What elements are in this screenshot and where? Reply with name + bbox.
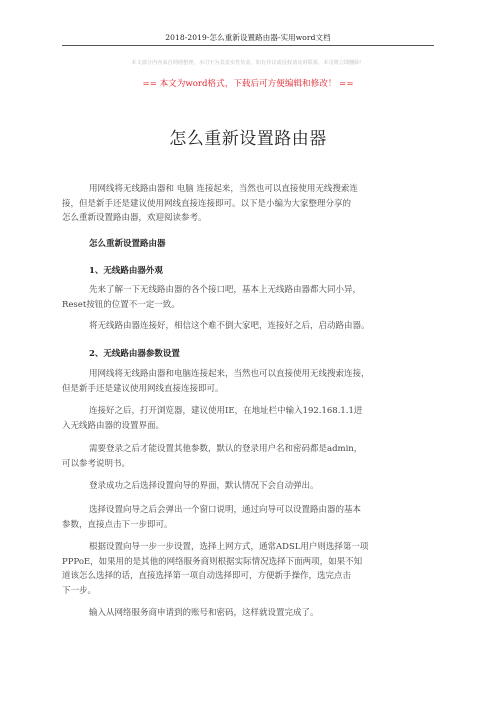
paragraph <box>62 606 436 621</box>
paragraph-line: Reset按钮的位置不一定一致。 <box>62 299 180 310</box>
paragraph <box>62 283 436 312</box>
disclaimer-text: 本文部分内容来自网络整理，本司不为其真实性负责，如有异议或侵权请及时联系，本司将立即删除！ <box>131 60 365 66</box>
paragraph <box>62 319 436 334</box>
paragraph-line: 但是新手还是建议使用网线直接连接即可。 <box>62 383 224 394</box>
word-format-notice: == 本文为word格式，下载后可方便编辑和修改！ == <box>142 79 354 89</box>
paragraph-line: 输入从网络服务商申请到的账号和密码，这样就设置完成了。 <box>89 608 319 618</box>
paragraph-line: PPPoE，如果用的是其他的网络服务商则根据实际情况选择下面两项，如果不知 <box>62 556 363 567</box>
section-heading: 怎么重新设置路由器 <box>89 239 166 249</box>
paragraph-line: 将无线路由器连接好，相信这个难不倒大家吧，连接好之后，启动路由器。 <box>89 321 370 331</box>
paragraph <box>62 404 436 433</box>
paragraph-line: 可以参考说明书。 <box>62 458 131 469</box>
paragraph-line: 用网线将无线路由器和电脑连接起来，当然也可以直接使用无线搜索连接， <box>89 369 370 379</box>
paragraph-line: 需要登录之后才能设置其他参数，默认的登录用户名和密码都是admin， <box>89 444 363 454</box>
subsection-heading-1: 1、无线路由器外观 <box>89 266 163 276</box>
paragraph-line: 连接好之后，打开浏览器，建议使用IE，在地址栏中输入192.168.1.1进 <box>89 406 363 416</box>
paragraph-line: 参数，直接点击下一步即可。 <box>62 519 173 530</box>
paragraph-line: 登录成功之后选择设置向导的界面，默认情况下会自动弹出。 <box>89 481 319 491</box>
paragraph-line: 道该怎么选择的话，直接选择第一项自动选择即可，方便新手操作，选完点击 <box>62 571 352 581</box>
intro-line: 用网线将无线路由器和 电脑 连接起来，当然也可以直接使用无线搜索连 <box>89 184 358 194</box>
header-divider <box>62 45 434 46</box>
paragraph <box>62 479 436 494</box>
paragraph-line: 选择设置向导之后会弹出一个窗口说明，通过向导可以设置路由器的基本 <box>89 505 362 515</box>
page-header-title: 2018-2019-怎么重新设置路由器-实用word文档 <box>165 33 331 42</box>
intro-line: 接，但是新手还是建议使用网线直接连接即可。以下是小编为大家整理分享的 <box>62 198 352 209</box>
paragraph-line: 下一步。 <box>62 585 97 596</box>
paragraph <box>62 367 436 396</box>
paragraph-line: 入无线路由器的设置界面。 <box>62 420 165 431</box>
paragraph <box>62 442 436 471</box>
intro-line: 怎么重新设置路由器，欢迎阅读参考。 <box>62 213 207 223</box>
paragraph-line: 根据设置向导一步一步设置，选择上网方式，通常ADSL用户则选择第一项 <box>89 542 369 552</box>
intro-paragraph <box>62 182 436 226</box>
paragraph <box>62 540 436 598</box>
subsection-heading-2: 2、无线路由器参数设置 <box>89 349 180 359</box>
document-title: 怎么重新设置路由器 <box>169 129 327 149</box>
paragraph-line: 先来了解一下无线路由器的各个接口吧，基本上无线路由器都大同小异， <box>89 285 362 295</box>
paragraph <box>62 503 436 532</box>
